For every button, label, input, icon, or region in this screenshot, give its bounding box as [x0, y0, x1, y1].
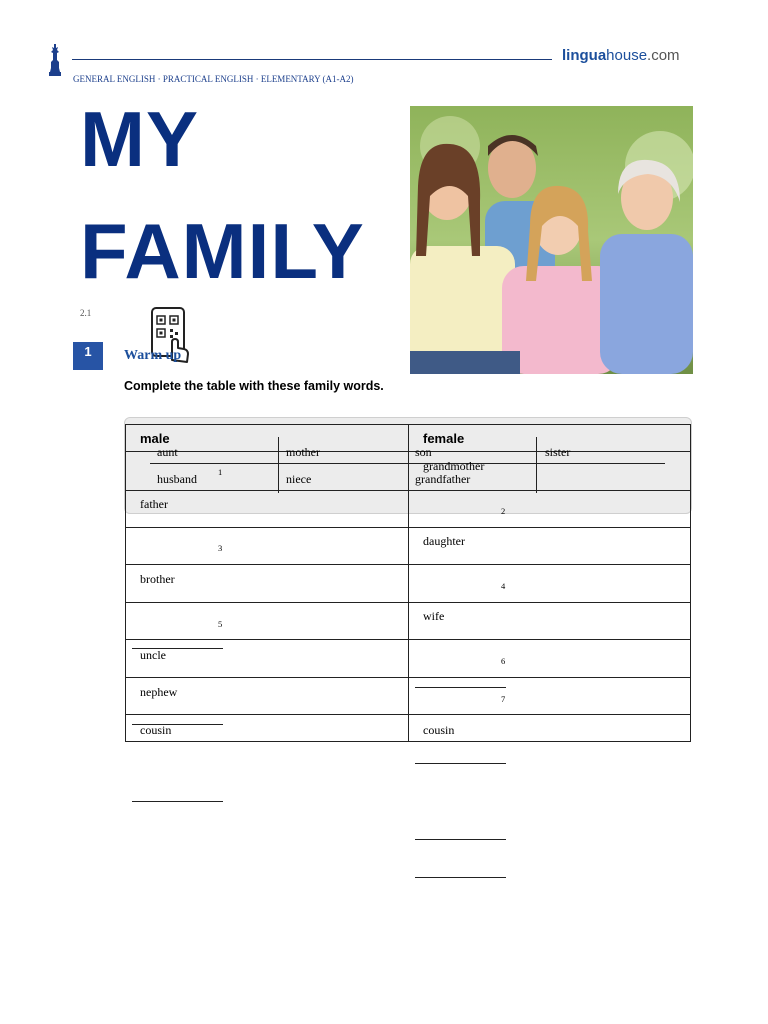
header-rule [72, 59, 552, 60]
section-title: Warm up [124, 348, 182, 363]
gap-number: 7 [501, 694, 506, 704]
word-bank-divider [536, 437, 537, 493]
table-cell-male: father [140, 497, 168, 511]
gap-number: 3 [218, 543, 223, 553]
table-cell-female: daughter [423, 534, 465, 548]
family-photo [410, 106, 693, 374]
table-column-divider [408, 424, 409, 742]
table-cell-male: brother [140, 572, 175, 586]
table-cell-male: cousin [140, 723, 172, 737]
answer-blank[interactable] [415, 839, 506, 840]
page-title-line1: MY [80, 95, 199, 183]
answer-blank[interactable] [415, 763, 506, 764]
gap-number: 2 [501, 506, 506, 516]
brand-logo[interactable]: linguahouse.com [562, 47, 680, 64]
answer-blank[interactable] [132, 801, 223, 802]
page-title-line2: FAMILY [80, 207, 365, 295]
word-bank-item: husband [157, 472, 197, 486]
answer-blank[interactable] [132, 648, 223, 649]
word-bank-item: mother [286, 445, 320, 459]
column-header-male: male [140, 431, 170, 446]
table-cell-male: uncle [140, 648, 166, 662]
word-bank-item: niece [286, 472, 312, 486]
word-bank-item: sister [545, 445, 571, 459]
gap-number: 5 [218, 619, 223, 629]
column-header-female: female [423, 431, 465, 446]
answer-blank[interactable] [415, 877, 506, 878]
table-cell-male: nephew [140, 685, 178, 699]
word-bank-divider [278, 437, 279, 493]
gap-number: 4 [501, 581, 506, 591]
word-bank-item: grandfather [415, 472, 471, 486]
lesson-code: 2.1 [80, 308, 92, 318]
breadcrumb: GENERAL ENGLISH · PRACTICAL ENGLISH · ELEMENTARY (A1-A2) [73, 74, 354, 84]
instruction-text: Complete the table with these family words. [124, 379, 384, 393]
word-bank-item: aunt [157, 445, 178, 459]
gap-number: 6 [501, 656, 506, 666]
word-bank-item: grandmother [423, 459, 485, 473]
word-bank-item: son [415, 445, 432, 459]
table-cell-female: cousin [423, 723, 455, 737]
table-cell-female: wife [423, 609, 445, 623]
gap-number: 1 [218, 467, 223, 477]
section-number-badge: 1 [73, 342, 103, 370]
statue-of-liberty-icon [48, 44, 62, 76]
answer-blank[interactable] [132, 724, 223, 725]
answer-blank[interactable] [415, 687, 506, 688]
